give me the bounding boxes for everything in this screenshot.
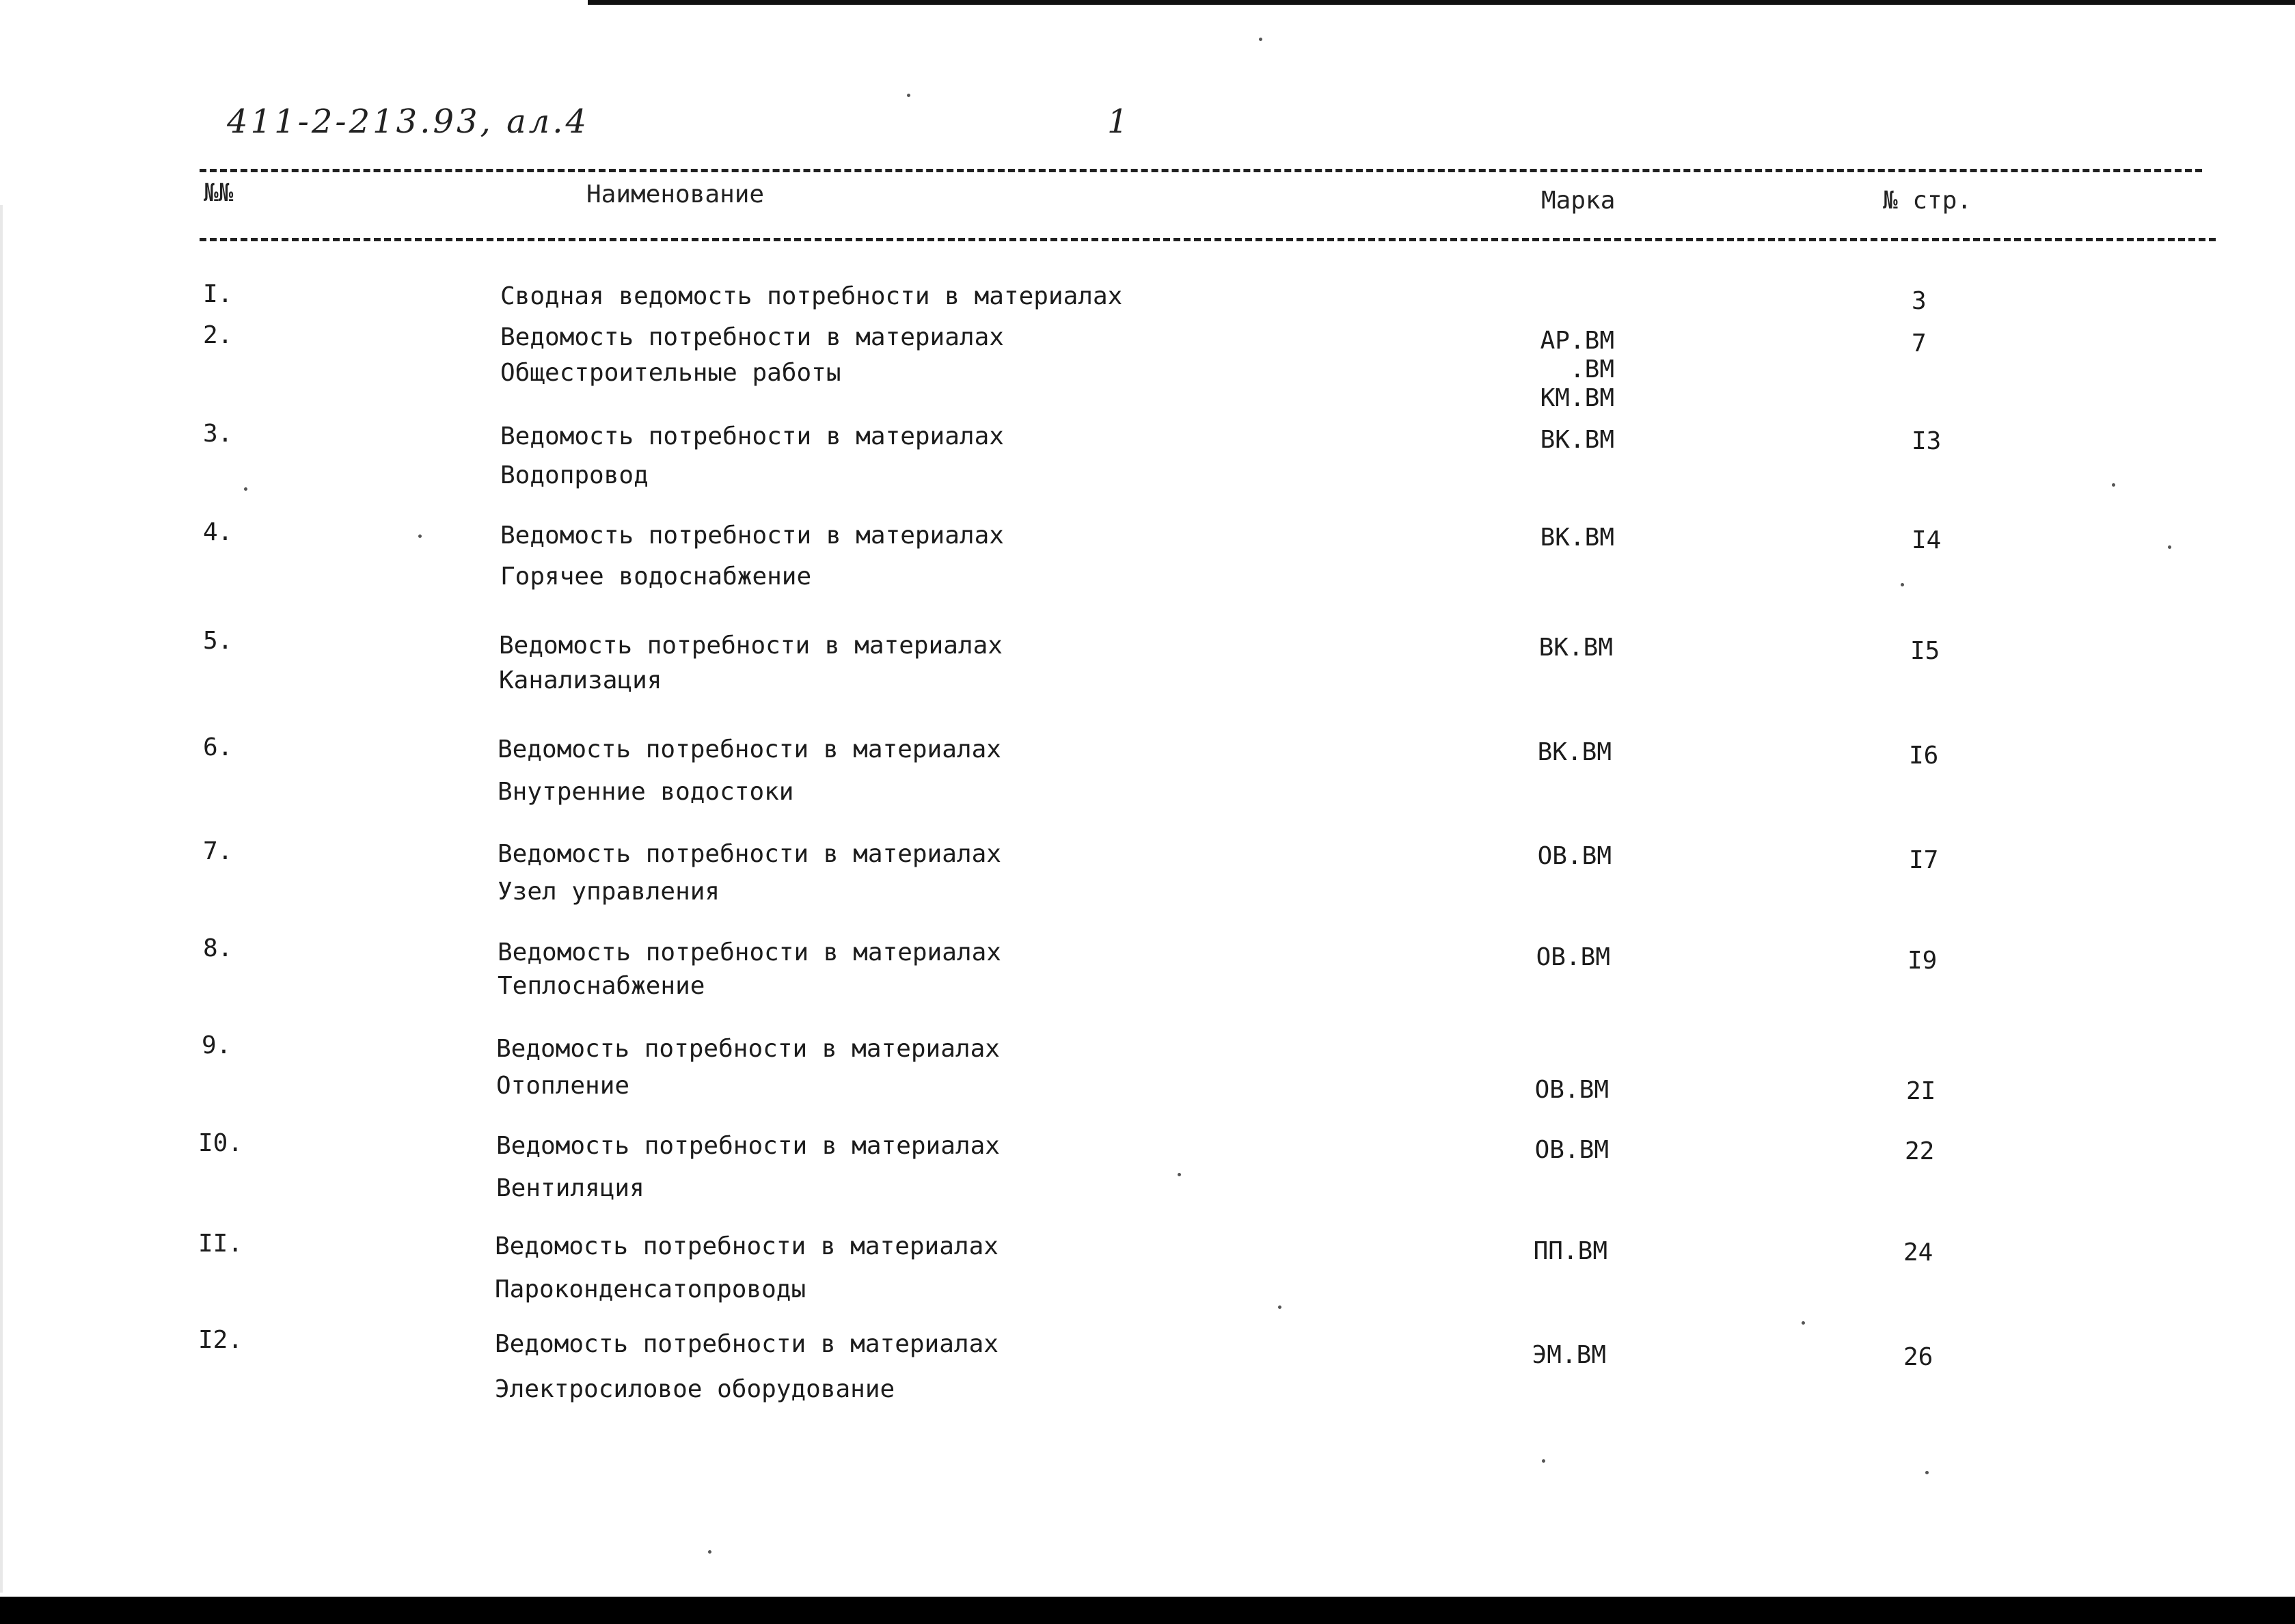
row-title: Ведомость потребности в материалах bbox=[498, 735, 1001, 763]
row-number: I. bbox=[203, 280, 233, 308]
scan-speck bbox=[2112, 483, 2115, 487]
row-mark: ОВ.ВМ bbox=[1534, 1076, 1609, 1104]
row-subtitle: Пароконденсатопроводы bbox=[495, 1275, 806, 1303]
row-mark: ОВ.ВМ bbox=[1537, 842, 1612, 870]
row-title: Ведомость потребности в материалах bbox=[500, 522, 1004, 550]
scan-speck bbox=[418, 534, 422, 538]
row-subtitle: Общестроительные работы bbox=[500, 359, 841, 387]
scan-speck bbox=[1901, 583, 1904, 586]
row-mark: ВК.ВМ bbox=[1537, 738, 1612, 766]
scan-speck bbox=[1178, 1173, 1181, 1176]
header-bottom-rule bbox=[200, 238, 2216, 241]
row-page: 2I bbox=[1906, 1077, 1936, 1105]
column-header-page: № стр. bbox=[1883, 187, 1972, 215]
column-header-number: №№ bbox=[204, 179, 234, 207]
scan-top-border bbox=[588, 0, 2295, 5]
row-page: I3 bbox=[1912, 427, 1942, 455]
row-mark: ОВ.ВМ bbox=[1536, 943, 1610, 971]
row-number: 9. bbox=[202, 1031, 232, 1059]
row-subtitle: Внутренние водостоки bbox=[498, 778, 794, 806]
row-page: I7 bbox=[1909, 846, 1939, 874]
row-mark: ПП.ВМ bbox=[1533, 1237, 1607, 1265]
row-title: Ведомость потребности в материалах bbox=[496, 1035, 1000, 1063]
scan-speck bbox=[708, 1550, 711, 1554]
scan-speck bbox=[2168, 545, 2171, 549]
row-number: 6. bbox=[203, 733, 233, 761]
row-mark: .ВМ bbox=[1569, 355, 1614, 383]
row-page: 22 bbox=[1905, 1137, 1935, 1165]
row-title: Ведомость потребности в материалах bbox=[495, 1330, 999, 1358]
row-subtitle: Электросиловое оборудование bbox=[495, 1375, 895, 1403]
row-title: Ведомость потребности в материалах bbox=[495, 1232, 999, 1260]
row-subtitle: Горячее водоснабжение bbox=[500, 563, 812, 591]
row-number: 4. bbox=[203, 518, 233, 546]
row-page: 7 bbox=[1912, 329, 1927, 357]
scan-left-edge bbox=[0, 205, 3, 1593]
row-subtitle: Водопровод bbox=[500, 461, 649, 489]
scan-speck bbox=[907, 94, 910, 97]
column-header-mark: Марка bbox=[1541, 187, 1616, 215]
row-page: 24 bbox=[1903, 1239, 1933, 1267]
row-mark: ЭМ.ВМ bbox=[1532, 1341, 1606, 1369]
row-subtitle: Узел управления bbox=[498, 878, 720, 906]
row-title: Ведомость потребности в материалах bbox=[499, 632, 1003, 660]
document-reference: 411-2-213.93, ал.4 bbox=[227, 103, 590, 141]
row-number: 2. bbox=[203, 321, 233, 349]
row-mark: ВК.ВМ bbox=[1540, 426, 1614, 454]
row-page: I9 bbox=[1907, 947, 1938, 975]
column-header-name: Наименование bbox=[586, 180, 765, 208]
row-number: 7. bbox=[203, 837, 233, 865]
row-subtitle: Вентиляция bbox=[496, 1174, 644, 1202]
row-title: Ведомость потребности в материалах bbox=[500, 422, 1004, 450]
row-number: 5. bbox=[203, 627, 233, 655]
row-number: 8. bbox=[203, 934, 233, 962]
row-subtitle: Канализация bbox=[499, 666, 662, 694]
row-number: 3. bbox=[203, 420, 233, 448]
scan-speck bbox=[244, 487, 247, 491]
page-number: 1 bbox=[1107, 103, 1131, 141]
scan-speck bbox=[1259, 38, 1262, 41]
row-title: Ведомость потребности в материалах bbox=[498, 840, 1001, 868]
scan-speck bbox=[1802, 1321, 1805, 1325]
row-title: Сводная ведомость потребности в материалах bbox=[500, 282, 1123, 310]
row-subtitle: Отопление bbox=[496, 1072, 630, 1100]
row-number: I2. bbox=[198, 1326, 243, 1354]
row-page: 26 bbox=[1903, 1343, 1933, 1371]
row-page: I4 bbox=[1912, 526, 1942, 554]
scan-speck bbox=[1925, 1471, 1929, 1474]
row-number: II. bbox=[198, 1230, 243, 1258]
scan-speck bbox=[1542, 1459, 1545, 1463]
row-title: Ведомость потребности в материалах bbox=[500, 323, 1004, 351]
row-mark: ВК.ВМ bbox=[1538, 634, 1613, 662]
header-top-rule bbox=[200, 169, 2202, 172]
row-title: Ведомость потребности в материалах bbox=[496, 1132, 1000, 1160]
row-subtitle: Теплоснабжение bbox=[498, 972, 705, 1000]
row-page: I5 bbox=[1910, 637, 1940, 665]
row-mark: АР.ВМ bbox=[1540, 327, 1614, 355]
row-title: Ведомость потребности в материалах bbox=[498, 938, 1001, 966]
row-page: I6 bbox=[1909, 742, 1939, 770]
scan-bottom-border bbox=[0, 1597, 2295, 1624]
row-mark: ВК.ВМ bbox=[1540, 524, 1614, 552]
row-page: 3 bbox=[1912, 287, 1927, 315]
row-number: I0. bbox=[198, 1129, 243, 1157]
row-mark: КМ.ВМ bbox=[1540, 384, 1614, 412]
row-mark: ОВ.ВМ bbox=[1534, 1136, 1609, 1164]
scan-speck bbox=[1278, 1305, 1281, 1309]
